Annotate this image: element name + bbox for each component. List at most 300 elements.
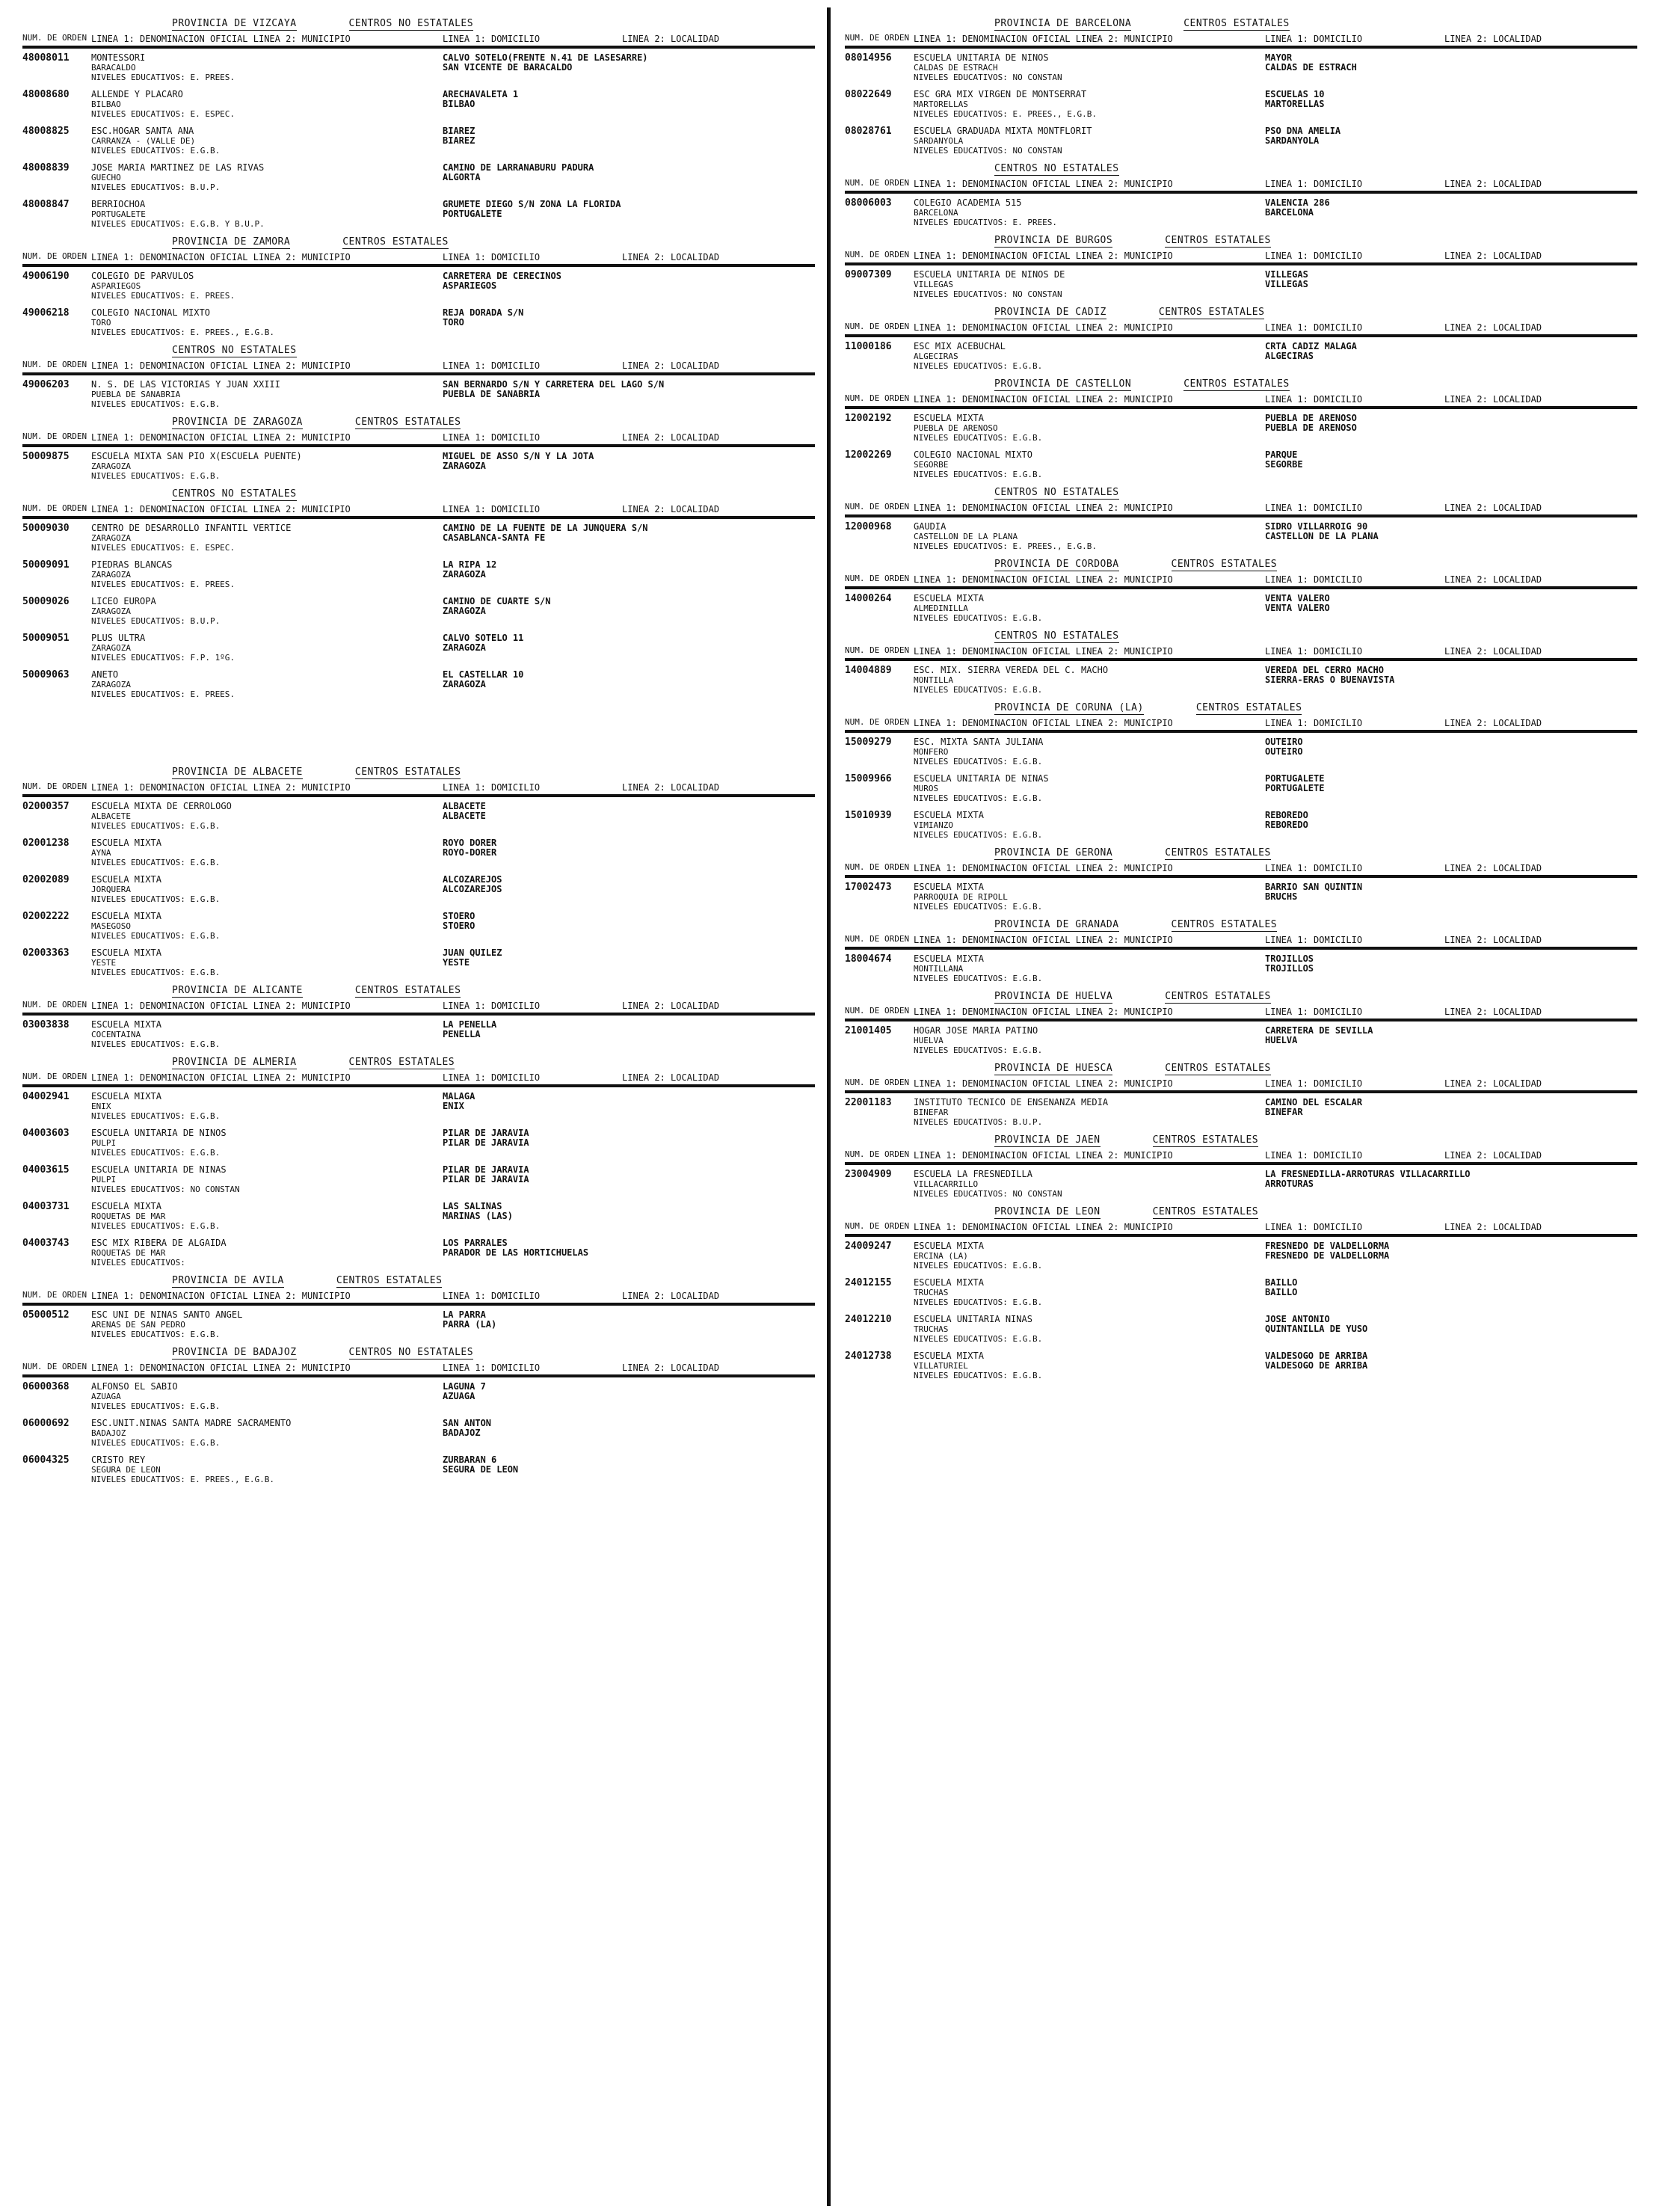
domicilio: VALENCIA 286 [1265,197,1330,208]
school-name: ESCUELA LA FRESNEDILLA [914,1169,1032,1179]
school-entry [845,594,1637,623]
levels: NIVELES EDUCATIVOS: E.G.B. [914,613,1043,623]
section-heading [845,1134,1637,1147]
denominacion-header: LINEA 1: DENOMINACION OFICIAL LINEA 2: MUNICIPIO [91,252,351,262]
centro-type: CENTROS NO ESTATALES [348,1347,474,1358]
localidad: SAN VICENTE DE BARACALDO [443,62,573,73]
school-info [914,450,1265,479]
school-name: ESC MIX RIBERA DE ALGAIDA [91,1238,227,1248]
order-number: 08014956 [845,52,892,64]
domicilio-header: LINEA 1: DOMICILIO [443,782,541,793]
domicilio: MAYOR [1265,52,1293,63]
school-entry [22,53,815,82]
school-info [91,948,443,977]
order-number: 12002192 [845,413,892,424]
centro-type: CENTROS ESTATALES [348,1057,455,1068]
column-header-row [845,322,1637,337]
column-header-row [22,1072,815,1087]
municipality: AZUAGA [91,1392,121,1401]
localidad-header: LINEA 2: LOCALIDAD [622,1291,720,1301]
school-info [91,90,443,119]
domicilio: BAILLO [1265,1277,1298,1288]
domicilio: ROYO DORER [443,838,497,848]
school-name: ESCUELA UNITARIA DE NINOS DE [914,269,1065,280]
address-info [443,1165,801,1194]
order-number: 02000357 [22,801,70,812]
school-name: ESCUELA MIXTA [91,911,161,921]
denominacion-header: LINEA 1: DENOMINACION OFICIAL LINEA 2: MUNICIPIO [914,646,1173,657]
municipality: AYNA [91,848,111,858]
num-orden-header: NUM. DE ORDEN [22,431,87,441]
levels: NIVELES EDUCATIVOS: B.U.P. [914,1117,1043,1127]
school-entry [845,53,1637,82]
column-header-row [845,34,1637,49]
levels: NIVELES EDUCATIVOS: E.G.B. [91,1401,221,1411]
school-entry [22,948,815,977]
localidad: BAILLO [1265,1287,1298,1297]
section-heading [845,1063,1637,1075]
address-info [1265,1170,1624,1199]
province-name: PROVINCIA DE CORUNA (LA) [994,702,1144,713]
school-name: CRISTO REY [91,1454,146,1465]
municipality: CALDAS DE ESTRACH [914,63,998,73]
localidad: CASTELLON DE LA PLANA [1265,531,1379,541]
school-entry [22,523,815,553]
school-name: ESCUELA UNITARIA DE NINOS [914,52,1049,63]
school-entry [845,522,1637,551]
centro-type: CENTROS NO ESTATALES [994,487,1119,498]
levels: NIVELES EDUCATIVOS: E.G.B. [91,1111,221,1121]
school-name: ESC. MIXTA SANTA JULIANA [914,737,1044,747]
localidad: ZARAGOZA [443,461,486,471]
school-name: ESCUELA MIXTA [914,1277,984,1288]
school-name: ESC.UNIT.NINAS SANTA MADRE SACRAMENTO [91,1418,292,1428]
school-entry [845,1241,1637,1271]
municipality: ALMEDINILLA [914,603,968,613]
order-number: 14004889 [845,665,892,676]
localidad-header: LINEA 2: LOCALIDAD [1444,179,1542,189]
num-orden-header: NUM. DE ORDEN [845,1149,910,1159]
domicilio-header: LINEA 1: DOMICILIO [1265,179,1363,189]
column-header-row [845,718,1637,733]
localidad-header: LINEA 2: LOCALIDAD [1444,1222,1542,1232]
municipality: CARRANZA - (VALLE DE) [91,136,196,146]
localidad: ALGECIRAS [1265,351,1314,361]
right-column [845,10,1637,1388]
localidad-header: LINEA 2: LOCALIDAD [1444,1007,1542,1017]
school-info [91,838,443,867]
order-number: 48008847 [22,199,70,210]
province-name: PROVINCIA DE ZARAGOZA [172,417,303,428]
localidad-header: LINEA 2: LOCALIDAD [1444,1150,1542,1161]
address-info [1265,737,1624,766]
localidad-header: LINEA 2: LOCALIDAD [622,432,720,443]
num-orden-header: NUM. DE ORDEN [845,934,910,944]
address-info [1265,666,1624,695]
num-orden-header: NUM. DE ORDEN [22,781,87,791]
domicilio-header: LINEA 1: DOMICILIO [1265,34,1363,44]
domicilio: CARRETERA DE SEVILLA [1265,1025,1373,1036]
domicilio: TROJILLOS [1265,953,1314,964]
localidad: SEGURA DE LEON [443,1464,519,1475]
province-name: PROVINCIA DE JAEN [994,1134,1101,1146]
school-name: ALLENDE Y PLACARO [91,89,183,99]
municipality: MONTILLANA [914,964,964,974]
municipality: BINEFAR [914,1107,949,1117]
domicilio: CAMINO DEL ESCALAR [1265,1097,1363,1107]
levels: NIVELES EDUCATIVOS: E. PREES., E.G.B. [91,1475,275,1484]
localidad: PORTUGALETE [443,209,502,219]
school-name: ESC. MIX. SIERRA VEREDA DEL C. MACHO [914,665,1109,675]
domicilio: BARRIO SAN QUINTIN [1265,882,1363,892]
school-name: ESCUELA MIXTA [91,874,161,885]
section-heading [22,18,815,31]
levels: NIVELES EDUCATIVOS: E.G.B. [91,146,221,156]
levels: NIVELES EDUCATIVOS: B.U.P. [91,616,221,626]
municipality: BADAJOZ [91,1428,126,1438]
domicilio: JUAN QUILEZ [443,947,502,958]
school-name: ESCUELA MIXTA [91,1019,161,1030]
localidad: YESTE [443,957,470,968]
centro-type: CENTROS NO ESTATALES [994,630,1119,642]
school-entry [22,838,815,867]
school-name: BERRIOCHOA [91,199,146,209]
localidad: MARTORELLAS [1265,99,1325,109]
order-number: 50009875 [22,451,70,462]
province-name: PROVINCIA DE CASTELLON [994,378,1132,390]
section-heading [845,702,1637,715]
domicilio: CALVO SOTELO(FRENTE N.41 DE LASESARRE) [443,52,648,63]
school-entry [845,737,1637,766]
school-entry [22,1128,815,1158]
denominacion-header: LINEA 1: DENOMINACION OFICIAL LINEA 2: MUNICIPIO [91,1291,351,1301]
num-orden-header: NUM. DE ORDEN [22,1000,87,1010]
school-name: ESCUELA UNITARIA DE NINAS [91,1164,227,1175]
address-info [443,875,801,904]
levels: NIVELES EDUCATIVOS: NO CONSTAN [914,1189,1062,1199]
section-heading [22,1057,815,1069]
denominacion-header: LINEA 1: DENOMINACION OFICIAL LINEA 2: MUNICIPIO [91,1362,351,1373]
municipality: PUEBLA DE SANABRIA [91,390,181,399]
denominacion-header: LINEA 1: DENOMINACION OFICIAL LINEA 2: MUNICIPIO [914,1150,1173,1161]
localidad-header: LINEA 2: LOCALIDAD [1444,1078,1542,1089]
num-orden-header: NUM. DE ORDEN [845,1221,910,1231]
school-name: ESCUELA MIXTA [914,413,984,423]
order-number: 49006190 [22,271,70,282]
province-name: PROVINCIA DE AVILA [172,1275,284,1286]
section-heading [22,345,815,357]
address-info [1265,811,1624,840]
levels: NIVELES EDUCATIVOS: E. ESPEC. [91,543,236,553]
municipality: BILBAO [91,99,121,109]
address-info [443,126,801,156]
levels: NIVELES EDUCATIVOS: NO CONSTAN [914,73,1062,82]
localidad: BILBAO [443,99,475,109]
column-header-row [845,1078,1637,1093]
school-info [914,342,1265,371]
domicilio: LAGUNA 7 [443,1381,486,1392]
school-name: ANETO [91,669,119,680]
denominacion-header: LINEA 1: DENOMINACION OFICIAL LINEA 2: MUNICIPIO [91,782,351,793]
domicilio: SAN ANTON [443,1418,492,1428]
school-info [91,875,443,904]
school-name: ESCUELA UNITARIA DE NINOS [91,1128,227,1138]
municipality: ENIX [91,1102,111,1111]
school-entry [845,811,1637,840]
localidad: SARDANYOLA [1265,135,1320,146]
section-heading [22,417,815,429]
levels: NIVELES EDUCATIVOS: E.G.B. [91,1330,221,1339]
address-info [1265,450,1624,479]
localidad-header: LINEA 2: LOCALIDAD [1444,251,1542,261]
column-header-row [845,251,1637,265]
school-info [91,452,443,481]
levels: NIVELES EDUCATIVOS: E.G.B. [91,1438,221,1448]
school-name: PLUS ULTRA [91,633,146,643]
left-column [22,10,815,1492]
order-number: 04002941 [22,1091,70,1102]
column-header-row [845,1150,1637,1165]
domicilio-header: LINEA 1: DOMICILIO [1265,1007,1363,1017]
municipality: MONTILLA [914,675,953,685]
levels: NIVELES EDUCATIVOS: E.G.B. [914,361,1043,371]
section-heading [22,488,815,501]
address-info [443,912,801,941]
province-name: PROVINCIA DE BURGOS [994,235,1113,246]
levels: NIVELES EDUCATIVOS: NO CONSTAN [914,146,1062,156]
column-header-row [22,432,815,447]
domicilio: PILAR DE JARAVIA [443,1164,529,1175]
localidad: ALCOZAREJOS [443,884,502,894]
num-orden-header: NUM. DE ORDEN [22,503,87,513]
levels: NIVELES EDUCATIVOS: E.G.B. [91,968,221,977]
domicilio: JOSE ANTONIO [1265,1314,1330,1324]
school-entry [22,1419,815,1448]
municipality: VIMIANZO [914,820,953,830]
province-name: PROVINCIA DE ALBACETE [172,766,303,778]
domicilio-header: LINEA 1: DOMICILIO [443,432,541,443]
municipality: ASPARIEGOS [91,281,141,291]
school-info [914,954,1265,983]
centro-type: CENTROS ESTATALES [1152,1206,1259,1217]
municipality: VILLEGAS [914,280,953,289]
levels: NIVELES EDUCATIVOS: E. PREES. [914,218,1058,227]
localidad: ALBACETE [443,811,486,821]
denominacion-header: LINEA 1: DENOMINACION OFICIAL LINEA 2: MUNICIPIO [914,863,1173,873]
address-info [443,452,801,481]
school-info [91,126,443,156]
address-info [443,948,801,977]
school-info [914,1351,1265,1380]
municipality: BARACALDO [91,63,136,73]
localidad-header: LINEA 2: LOCALIDAD [622,782,720,793]
school-entry [22,452,815,481]
centro-type: CENTROS ESTATALES [1183,18,1290,29]
column-header-row [845,394,1637,409]
order-number: 04003743 [22,1238,70,1249]
localidad: PORTUGALETE [1265,783,1325,793]
levels: NIVELES EDUCATIVOS: E. PREES., E.G.B. [914,541,1098,551]
order-number: 50009091 [22,559,70,571]
levels: NIVELES EDUCATIVOS: E.G.B. [914,793,1043,803]
address-info [1265,414,1624,443]
school-name: CENTRO DE DESARROLLO INFANTIL VERTICE [91,523,292,533]
municipality: PULPI [91,1138,117,1148]
column-header-row [22,504,815,519]
school-entry [845,1170,1637,1199]
order-number: 08028761 [845,126,892,137]
school-entry [845,342,1637,371]
section-heading [845,919,1637,932]
domicilio: PORTUGALETE [1265,773,1325,784]
centro-type: CENTROS ESTATALES [342,236,449,248]
centro-type: CENTROS ESTATALES [1171,919,1278,930]
address-info [1265,198,1624,227]
order-number: 06000368 [22,1381,70,1392]
denominacion-header: LINEA 1: DENOMINACION OFICIAL LINEA 2: MUNICIPIO [914,1078,1173,1089]
school-name: ESC MIX ACEBUCHAL [914,341,1006,351]
localidad: BINEFAR [1265,1107,1303,1117]
domicilio: ARECHAVALETA 1 [443,89,519,99]
section-heading [845,559,1637,571]
domicilio: PARQUE [1265,449,1298,460]
centro-type: CENTROS ESTATALES [354,766,461,778]
num-orden-header: NUM. DE ORDEN [845,322,910,331]
domicilio-header: LINEA 1: DOMICILIO [1265,574,1363,585]
domicilio: LA PARRA [443,1309,486,1320]
domicilio: VALDESOGO DE ARRIBA [1265,1351,1368,1361]
school-info [914,198,1265,227]
order-number: 02003363 [22,947,70,959]
levels: NIVELES EDUCATIVOS: E. PREES. [91,73,236,82]
levels: NIVELES EDUCATIVOS: E.G.B. [914,757,1043,766]
municipality: ALBACETE [91,811,131,821]
province-name: PROVINCIA DE HUESCA [994,1063,1113,1074]
municipality: PARROQUIA DE RIPOLL [914,892,1008,902]
num-orden-header: NUM. DE ORDEN [845,502,910,511]
address-info [1265,1315,1624,1344]
localidad: PILAR DE JARAVIA [443,1174,529,1185]
school-info [91,271,443,301]
order-number: 11000186 [845,341,892,352]
address-info [443,802,801,831]
school-info [914,737,1265,766]
school-entry [845,270,1637,299]
domicilio: PUEBLA DE ARENOSO [1265,413,1357,423]
denominacion-header: LINEA 1: DENOMINACION OFICIAL LINEA 2: MUNICIPIO [91,1001,351,1011]
school-entry [22,560,815,589]
school-name: ESCUELA MIXTA [914,810,984,820]
address-info [1265,1241,1624,1271]
localidad: AZUAGA [443,1391,475,1401]
domicilio: MALAGA [443,1091,475,1102]
province-name: PROVINCIA DE CORDOBA [994,559,1119,570]
order-number: 23004909 [845,1169,892,1180]
num-orden-header: NUM. DE ORDEN [22,1072,87,1081]
levels: NIVELES EDUCATIVOS: E.G.B. [91,894,221,904]
num-orden-header: NUM. DE ORDEN [845,33,910,43]
school-info [914,666,1265,695]
school-name: COLEGIO ACADEMIA 515 [914,197,1022,208]
school-info [914,1278,1265,1307]
column-header-row [845,1222,1637,1237]
school-info [91,1455,443,1484]
school-entry [22,1020,815,1049]
centro-type: CENTROS ESTATALES [1165,235,1271,246]
domicilio-header: LINEA 1: DOMICILIO [1265,646,1363,657]
school-name: INSTITUTO TECNICO DE ENSENANZA MEDIA [914,1097,1109,1107]
levels: NIVELES EDUCATIVOS: F.P. 1ºG. [91,653,236,663]
section-heading [845,378,1637,391]
school-entry [22,308,815,337]
domicilio: CALVO SOTELO 11 [443,633,524,643]
address-info [443,670,801,699]
school-name: ESC UNI DE NINAS SANTO ANGEL [91,1309,243,1320]
address-info [1265,1278,1624,1307]
school-info [914,811,1265,840]
order-number: 24012155 [845,1277,892,1288]
order-number: 50009030 [22,523,70,534]
municipality: COCENTAINA [91,1030,141,1039]
domicilio-header: LINEA 1: DOMICILIO [1265,503,1363,513]
denominacion-header: LINEA 1: DENOMINACION OFICIAL LINEA 2: MUNICIPIO [914,394,1173,405]
denominacion-header: LINEA 1: DENOMINACION OFICIAL LINEA 2: MUNICIPIO [914,935,1173,945]
denominacion-header: LINEA 1: DENOMINACION OFICIAL LINEA 2: MUNICIPIO [91,1072,351,1083]
order-number: 24012210 [845,1314,892,1325]
order-number: 09007309 [845,269,892,280]
province-name: PROVINCIA DE BADAJOZ [172,1347,297,1358]
localidad: PILAR DE JARAVIA [443,1137,529,1148]
localidad: MARINAS (LAS) [443,1211,513,1221]
municipality: PULPI [91,1175,117,1185]
section-heading [22,766,815,779]
school-name: ESCUELA GRADUADA MIXTA MONTFLORIT [914,126,1092,136]
school-entry [22,875,815,904]
num-orden-header: NUM. DE ORDEN [845,574,910,583]
localidad: FRESNEDO DE VALDELLORMA [1265,1250,1390,1261]
municipality: ZARAGOZA [91,643,131,653]
levels: NIVELES EDUCATIVOS: E. PREES. [91,580,236,589]
section-heading [22,1347,815,1360]
address-info [443,90,801,119]
school-name: ESCUELA MIXTA [914,1351,984,1361]
school-name: ESCUELA MIXTA SAN PIO X(ESCUELA PUENTE) [91,451,302,461]
column-header-row [845,935,1637,950]
school-info [91,1419,443,1448]
levels: NIVELES EDUCATIVOS: E.G.B. [914,974,1043,983]
school-info [914,522,1265,551]
order-number: 24012738 [845,1351,892,1362]
school-name: GAUDIA [914,521,946,532]
domicilio-header: LINEA 1: DOMICILIO [1265,1150,1363,1161]
province-name: PROVINCIA DE VIZCAYA [172,18,297,29]
school-entry [22,163,815,192]
column-divider [827,7,831,2206]
domicilio-header: LINEA 1: DOMICILIO [443,504,541,514]
municipality: ARENAS DE SAN PEDRO [91,1320,185,1330]
municipality: MARTORELLAS [914,99,968,109]
school-entry [22,1202,815,1231]
address-info [443,1020,801,1049]
levels: NIVELES EDUCATIVOS: E.G.B. [91,1148,221,1158]
school-info [914,1170,1265,1199]
localidad: QUINTANILLA DE YUSO [1265,1324,1368,1334]
column-header-row [845,1007,1637,1021]
num-orden-header: NUM. DE ORDEN [845,717,910,727]
municipality: PUEBLA DE ARENOSO [914,423,998,433]
municipality: MUROS [914,784,939,793]
province-name: PROVINCIA DE BARCELONA [994,18,1132,29]
